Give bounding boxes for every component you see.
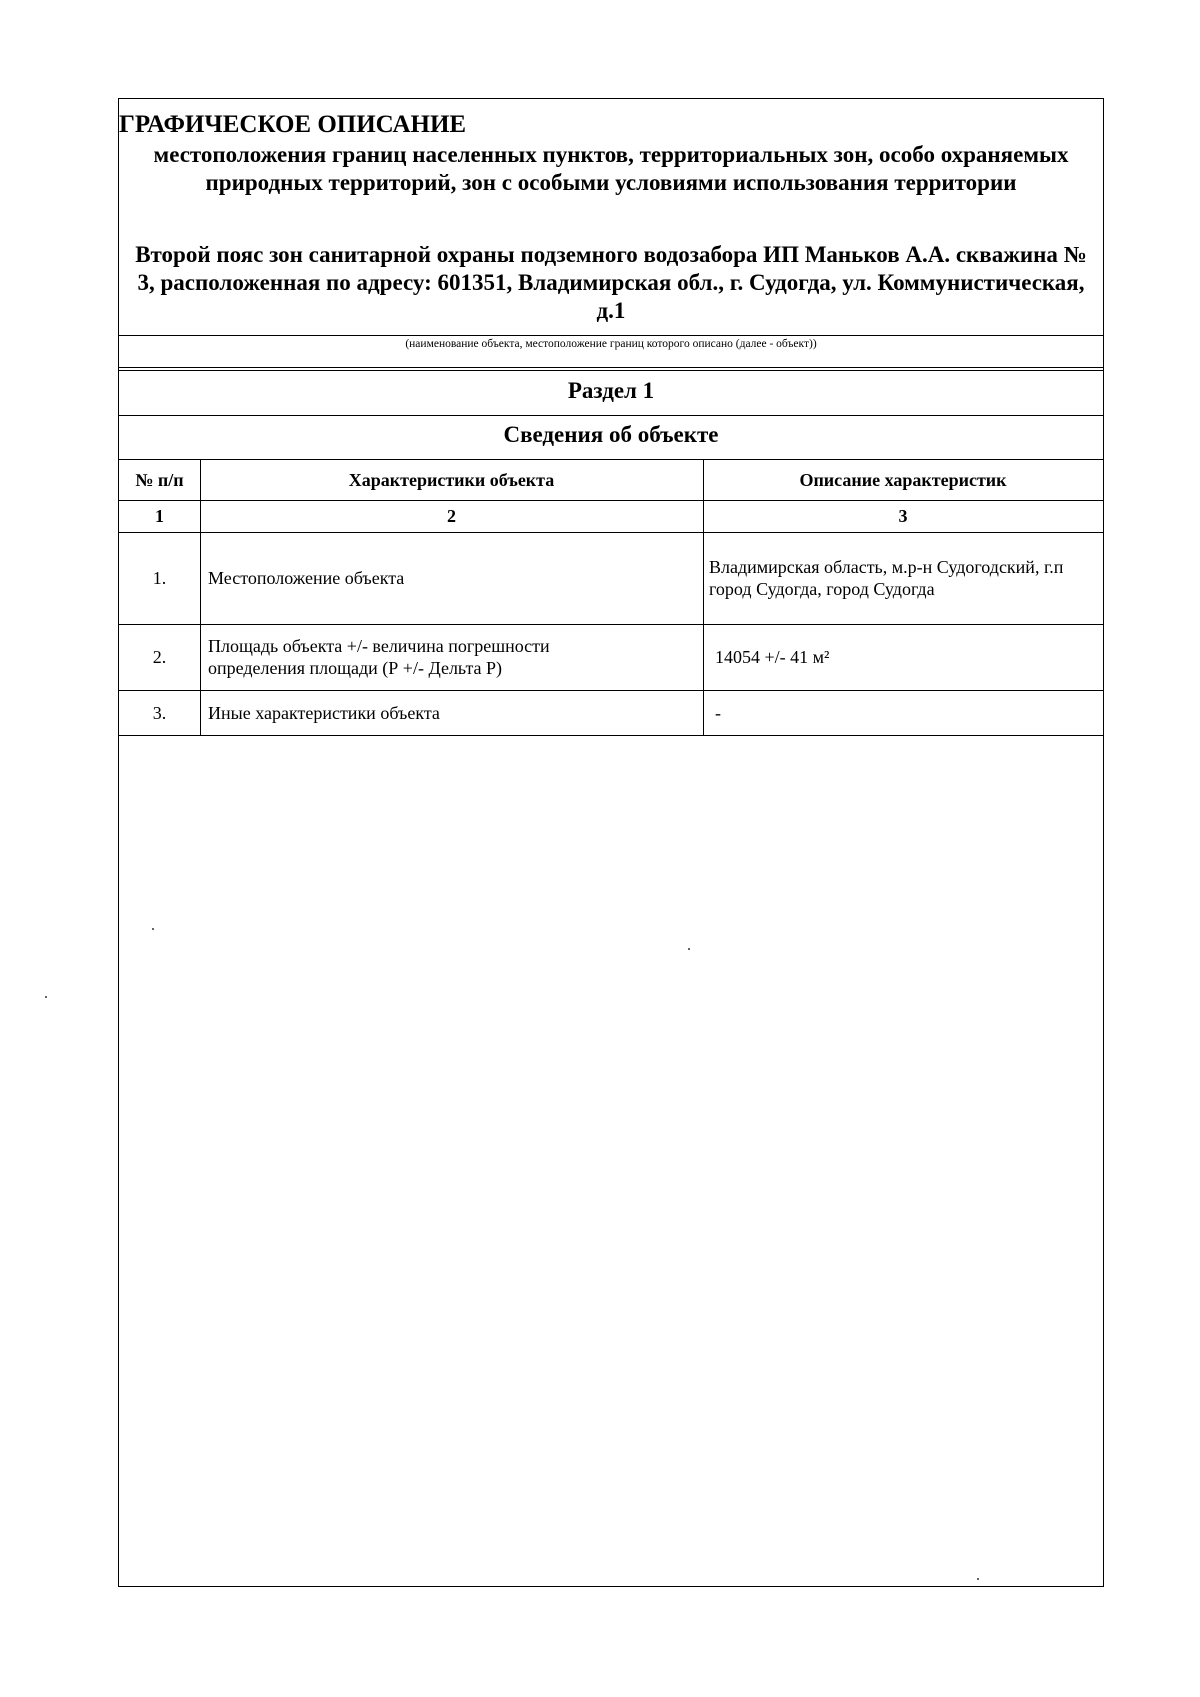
header-number: № п/п <box>135 469 184 490</box>
document-title: ГРАФИЧЕСКОЕ ОПИСАНИЕ <box>119 111 467 138</box>
row-number: 1. <box>152 568 167 588</box>
divider <box>119 335 1103 336</box>
row-description: 14054 +/- 41 м² <box>715 647 830 667</box>
row-characteristic: Площадь объекта +/- величина погрешности определения площади (Р +/- Дельта Р) <box>208 636 550 678</box>
section-title: Сведения об объекте <box>503 422 719 447</box>
section-label: Раздел 1 <box>567 378 655 403</box>
divider <box>119 370 1103 371</box>
row-characteristic: Местоположение объекта <box>208 568 405 588</box>
row-number: 2. <box>152 647 167 667</box>
scan-speck <box>977 1578 979 1580</box>
column-number: 2 <box>447 506 456 526</box>
row-number: 3. <box>152 702 167 723</box>
header-characteristic: Характеристики объекта <box>348 469 555 490</box>
column-number: 1 <box>155 506 164 526</box>
divider <box>119 367 1103 368</box>
table-line <box>119 735 1103 736</box>
divider <box>119 415 1103 416</box>
row-description: Владимирская область, м.р-н Судогодский, г.п город Судогда, город Судогда <box>709 557 1064 599</box>
object-caption: (наименование объекта, местоположение границ которого описано (далее - объект)) <box>405 338 817 350</box>
document-subtitle: местоположения границ населенных пунктов, территориальных зон, особо охраняемых природных территорий, зон с особыми условиями использования территории <box>153 142 1069 195</box>
object-name: Второй пояс зон санитарной охраны подземного водозабора ИП Маньков А.А. скважина № 3, расположенная по адресу: 601351, Владимирская обл., г. Судогда, ул. Коммунистическая, д.1 <box>135 242 1087 323</box>
scan-speck <box>152 928 154 930</box>
header-description: Описание характеристик <box>799 469 1007 490</box>
row-characteristic: Иные характеристики объекта <box>208 702 440 723</box>
column-number: 3 <box>898 506 908 526</box>
scan-speck <box>45 996 47 998</box>
row-description: - <box>715 702 721 723</box>
scan-speck <box>688 948 690 950</box>
document-frame <box>118 98 1104 1587</box>
